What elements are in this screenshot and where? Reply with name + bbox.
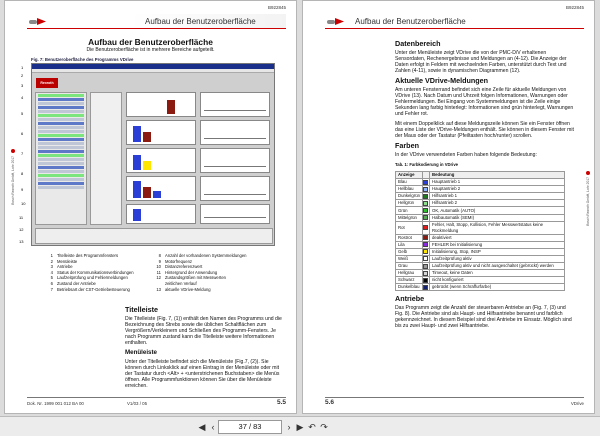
callout-number: 4 [21, 95, 24, 100]
color-meaning: Hauptantrieb 1 [429, 179, 564, 186]
table-row [396, 200, 565, 207]
callout-number: 6 [21, 131, 24, 136]
color-swatch [422, 284, 429, 291]
color-meaning: Laufzeitprüfung aktiv [429, 255, 564, 262]
table-row [396, 270, 565, 277]
table-row [396, 214, 565, 221]
table-row [396, 207, 565, 214]
color-swatch-box [423, 271, 428, 276]
table-header-row [396, 172, 565, 179]
section-text: Die Titelleiste (Fig. 7, (1)) enthält den Namen des Programms und die Bezeichnung des Strebs sowie die üblichen Schaltflächen zum Vergrößern/Verkleinern und Schließen des Programm-Fensters. Je nach Programm zustand kann die Titelleiste weitere Informationen enthalten. [125, 316, 282, 346]
right-page [302, 0, 595, 414]
color-name: Schwarz [396, 277, 423, 284]
color-name: Gelb [396, 248, 423, 255]
footer-product: VDrive [570, 401, 584, 406]
color-name: Hellgrau [396, 270, 423, 277]
document-id: B922845 [565, 5, 584, 10]
color-swatch-box [423, 242, 428, 247]
figure-panel [200, 92, 270, 117]
section-heading: Aktuelle VDrive-Meldungen [395, 76, 489, 85]
color-meaning: Halbautomatik (SEMI) [429, 214, 564, 221]
callout-number: 9 [21, 187, 24, 192]
rexroth-logo-icon [325, 14, 347, 29]
section-text: Unter der Titelleiste befindet sich die Menüleiste (Fig.7, (2)). Sie können durch Linksklick auf einen Eintrag in der Menüleiste oder mit der Tastatur durch <Alt> + <unterstrichenen Buchstaben> die Menüs öffnen. Alle Programmfunktionen können Sie über die Menüleiste erreichen. [125, 359, 280, 389]
callout-number: 2 [21, 73, 24, 78]
color-name: Blau [396, 179, 423, 186]
callout-number: 5 [21, 111, 24, 116]
color-swatch-box [423, 264, 428, 269]
section-heading: Titelleiste [125, 305, 159, 314]
page-subtitle: Die Benutzeroberfläche ist in mehrere Bereiche aufgeteilt. [86, 47, 215, 53]
side-marker-icon [586, 171, 590, 175]
color-name: Rostrot [396, 234, 423, 241]
legend-item: 10 Distanzreferenzwert [156, 264, 203, 270]
callout-number: 11 [19, 215, 24, 220]
right-page-body [395, 41, 575, 333]
color-name: Dunkelblau [396, 284, 423, 291]
forward-icon[interactable]: ↷ [320, 422, 328, 432]
legend-item: 8 Anzahl der vorhandenen Systemmeldungen [158, 253, 247, 258]
figure-panel [126, 176, 196, 201]
page-footer [27, 397, 286, 409]
color-meaning: gebrückt (wenn Schraffurfarbe) [429, 284, 564, 291]
color-swatch [422, 277, 429, 284]
color-meaning: FEHLER bei Initialisierung [429, 241, 564, 248]
page-header-title: Aufbau der Benutzeroberfläche [145, 17, 256, 26]
figure-panel [126, 92, 196, 117]
color-meaning: Initialisierung, Stop, INSP [429, 248, 564, 255]
legend-item: 12 Zustandsgrößen mit Messwerten [156, 275, 226, 281]
legend-item: 6 Zustand der Antriebe [50, 280, 96, 286]
viewer-toolbar [0, 416, 600, 436]
section-text: Unter der Menüleiste zeigt VDrive die von der PMC-D/V erhaltenen Sensordaten, Rechenergebnisse und Meldungen an (4-12). Die Anzeige der Daten erfolgt in Feldern mit wechselnden Farben, unterstützt durch Text und Zahlen (4-11), sowie in dynamischen Diagrammen (12). [395, 50, 567, 74]
color-swatch [422, 263, 429, 270]
color-swatch [422, 255, 429, 262]
figure-drives-panel [35, 92, 87, 225]
page-footer [325, 397, 584, 409]
color-name: Hellgrün [396, 200, 423, 207]
color-name: Lila [396, 241, 423, 248]
figure-status-list [90, 92, 122, 225]
table-row [396, 221, 565, 234]
footer-doc-number: Dok. Nr. 1999 001 012 BA 00 [27, 401, 84, 406]
color-name: Grau [396, 263, 423, 270]
section-text: Am unteren Fensterrand befindet sich eine Zeile für aktuelle Meldungen von VDrive (13). Nach Datum und Uhrzeit folgen Informationen, Warnungen oder Fehlermeldungen. Bei Eingang von Systemmeldungen ist die Zeile einige Sekunden lang farbig hinterlegt: Informationen sind grün hinterlegt, Warnungen und Fehler rot. [395, 87, 574, 117]
section-titelleiste [125, 307, 285, 393]
callout-number: 10 [21, 201, 26, 206]
color-name: Hellblau [396, 186, 423, 193]
table-row [396, 241, 565, 248]
table-row [396, 248, 565, 255]
color-meaning: Hauptantrieb 2 [429, 186, 564, 193]
color-name: Weiß [396, 255, 423, 262]
vdrive-screenshot-figure [31, 63, 275, 246]
color-swatch-box [423, 201, 428, 206]
table-row [396, 179, 565, 186]
section-heading: Antriebe [395, 294, 425, 304]
color-name: Dunkelgrün [396, 193, 423, 200]
legend-item: 9 Motorfrequenz [158, 258, 192, 264]
figure-caption: Fig. 7: Benutzeroberfläche des Programms VDrive [31, 57, 134, 62]
figure-panel [126, 204, 196, 224]
page-header-title: Aufbau der Benutzeroberfläche [355, 17, 466, 26]
color-swatch-box [423, 215, 428, 220]
legend-item: 11 Hintergrund der Anwendung [156, 269, 218, 275]
section-heading: Datenbereich [395, 39, 441, 48]
callout-number: 8 [21, 171, 24, 176]
color-swatch [422, 270, 429, 277]
color-swatch [422, 214, 429, 221]
footer-version: V1/03 / 05 [127, 401, 148, 406]
callout-number: 1 [21, 65, 24, 70]
color-swatch-box [423, 194, 428, 199]
legend-item: 13 aktuelle VDrive-Meldung [156, 286, 211, 292]
legend-item: 2 Menüleiste [50, 258, 78, 264]
left-page [4, 0, 297, 414]
table-row [396, 277, 565, 284]
color-swatch [422, 234, 429, 241]
figure-legend-right [153, 253, 273, 292]
figure-panel [200, 176, 270, 201]
table-caption: Tab. 1: Farbkodierung in VDrive [395, 162, 458, 167]
figure-logo: Rexroth [36, 78, 58, 88]
color-swatch [422, 186, 429, 193]
callout-number: 3 [21, 83, 24, 88]
page-header [27, 14, 286, 29]
footer-page-number: 5.6 [325, 399, 335, 406]
color-swatch [422, 248, 429, 255]
color-swatch-box [423, 235, 428, 240]
color-name: Grün [396, 207, 423, 214]
color-meaning: Laufzeitprüfung aktiv und nicht ausgeschaltet (gebrückt) werden [429, 263, 564, 270]
page-title: Aufbau der Benutzeroberfläche [88, 37, 213, 47]
table-header: Bedeutung [429, 172, 564, 179]
last-page-icon[interactable]: ▶ [296, 422, 304, 432]
callout-number: 12 [19, 227, 24, 232]
color-name: Mittelgrün [396, 214, 423, 221]
callout-number: 13 [19, 239, 24, 244]
figure-legend-left [45, 253, 145, 292]
color-swatch [422, 241, 429, 248]
color-meaning: Fehler, Halt, Stopp, Kollision, Fehler Messwertstatus keine Rückmeldung [429, 221, 564, 234]
figure-menubar [32, 69, 274, 73]
figure-panel [200, 120, 270, 145]
color-meaning: Hilfsantrieb 2 [429, 200, 564, 207]
section-heading: Farben [395, 141, 419, 150]
figure-message-area [35, 228, 273, 244]
color-swatch-box [423, 208, 428, 213]
figure-panel [200, 148, 270, 173]
section-text: In der VDrive verwendeten Farben haben folgende Bedeutung: [395, 152, 537, 158]
page-indicator[interactable]: 37 / 83 [218, 420, 282, 434]
legend-item: 1 Titelleiste des Programmfensters [50, 253, 119, 258]
footer-page-number: 5.5 [276, 399, 286, 406]
table-row [396, 234, 565, 241]
color-swatch [422, 200, 429, 207]
color-meaning: nicht konfiguriert [429, 277, 564, 284]
color-swatch [422, 179, 429, 186]
color-name: Rot [396, 221, 423, 234]
legend-item: 7 Betriebsart der CST-Getriebesteuerung [50, 286, 130, 292]
page-header [325, 14, 584, 29]
next-page-icon[interactable]: › [287, 422, 291, 432]
color-swatch [422, 221, 429, 234]
color-swatch-box [423, 256, 428, 261]
color-swatch-box [423, 285, 428, 290]
color-swatch-box [423, 249, 428, 254]
table-row [396, 255, 565, 262]
figure-panel [126, 148, 196, 173]
rexroth-logo-icon [27, 14, 49, 29]
color-meaning: deaktiviert [429, 234, 564, 241]
section-text: Das Programm zeigt die Anzahl der steuerbaren Antriebe an (Fig. 7, (3) und Fig. 8). Die Antriebe sind als Haupt- und Hilfsantriebe benannt und farblich gekennzeichnet. In diesem Beispiel sind drei Antriebe im Einsatz. Möglich sind bis zu zwei Haupt- und zwei Hilfsantriebe. [395, 305, 572, 330]
prev-page-icon[interactable]: ‹ [211, 422, 215, 432]
color-swatch [422, 193, 429, 200]
figure-panel [200, 204, 270, 224]
color-meaning: Hilfsantrieb 1 [429, 193, 564, 200]
section-text: Mit einem Doppelklick auf diese Meldungszeile können Sie ein Fenster öffnen das eine Liste der VDrive-Meldungen enthält. Sie können in diesem Fenster mit der Maus oder der Tastatur (Pfeiltasten hoch/runter) scrollen. [395, 121, 574, 139]
color-meaning: Timeout, keine Daten [429, 270, 564, 277]
table-header [422, 172, 429, 179]
table-row [396, 193, 565, 200]
table-row [396, 284, 565, 291]
table-row [396, 263, 565, 270]
first-page-icon[interactable]: ◀ [198, 422, 206, 432]
document-id: B922845 [267, 5, 286, 10]
legend-item: 5 Laufzeitprüfung und Fehlermeldungen [50, 275, 128, 281]
legend-item: zeitlichen Verlauf [165, 280, 197, 286]
legend-item: 4 Status der Kommunikationsverbindungen [50, 269, 134, 275]
table-row [396, 186, 565, 193]
color-table [395, 171, 565, 291]
legend-item: 3 Antriebe [50, 264, 73, 270]
back-icon[interactable]: ↶ [308, 422, 316, 432]
section-heading: Menüleiste [125, 349, 157, 356]
color-swatch-box [423, 278, 428, 283]
color-swatch-box [423, 187, 428, 192]
color-swatch [422, 207, 429, 214]
color-swatch-box [423, 225, 428, 230]
color-swatch-box [423, 180, 428, 185]
callout-number: 7 [21, 151, 24, 156]
side-copyright: Bosch Rexroth GmbH, Lohr 2017 [11, 156, 15, 205]
figure-panel [126, 120, 196, 145]
color-meaning: OK, Automatik (AUTO) [429, 207, 564, 214]
side-marker-icon [11, 149, 15, 153]
side-copyright: Bosch Rexroth GmbH, Lohr 2017 [586, 177, 590, 226]
table-header: Anzeige [396, 172, 423, 179]
